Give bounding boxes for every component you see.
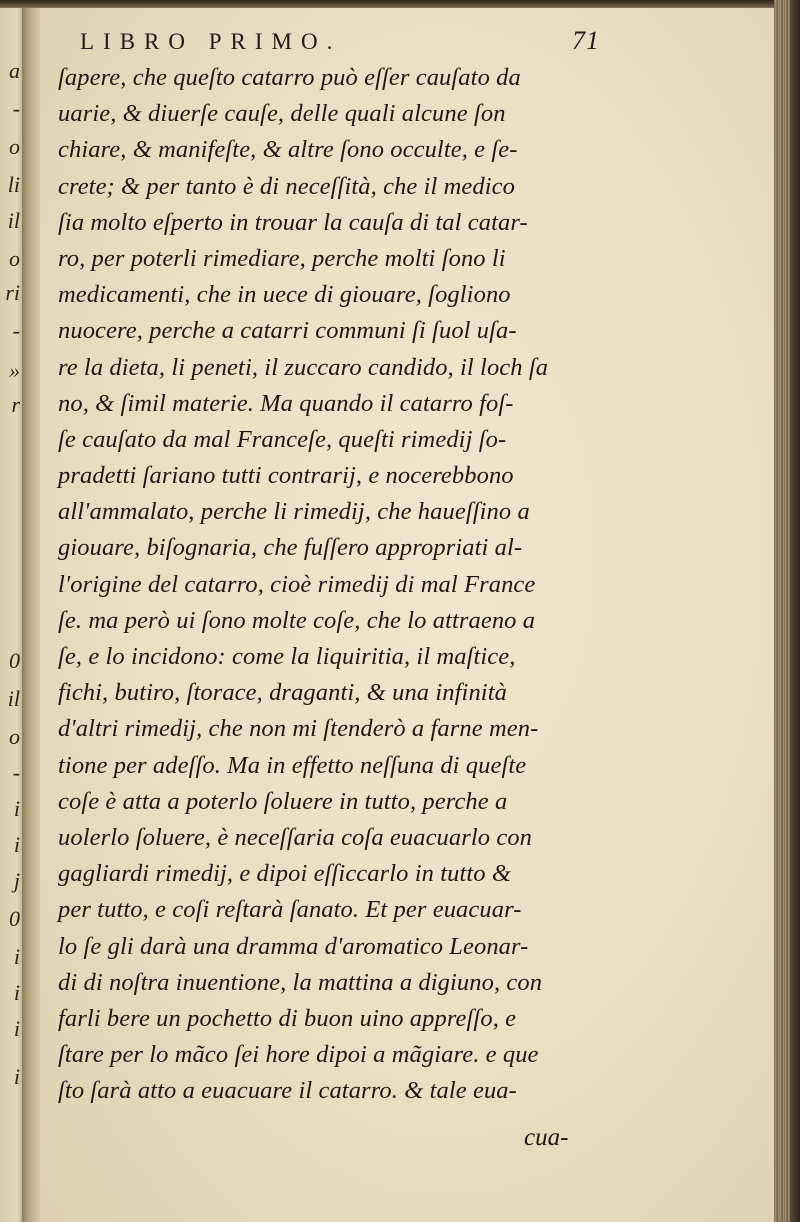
text-line: nuocere, perche a catarri communi ſi ſuol uſa- bbox=[58, 317, 517, 345]
text-line: uarie, & diuerſe cauſe, delle quali alcune ſon bbox=[58, 100, 506, 128]
facing-page-fragment: 0 bbox=[9, 648, 20, 673]
text-line: coſe è atta a poterlo ſoluere in tutto, perche a bbox=[58, 787, 508, 815]
text-line: fichi, butiro, ſtorace, draganti, & una infinità bbox=[58, 679, 507, 707]
facing-page-fragment: - bbox=[12, 96, 20, 121]
facing-page-fragment: j bbox=[13, 868, 20, 893]
facing-page-fragment: r bbox=[11, 392, 20, 417]
facing-page-fragment: i bbox=[13, 832, 20, 857]
facing-page-fragment: i bbox=[13, 944, 20, 969]
facing-page-fragment: i bbox=[13, 1016, 20, 1041]
text-line: all'ammalato, perche li rimedij, che haueſſino a bbox=[58, 498, 530, 526]
facing-page-fragment: il bbox=[7, 686, 20, 711]
text-line: medicamenti, che in uece di giouare, ſogliono bbox=[58, 281, 511, 309]
facing-page-fragment: o bbox=[9, 134, 20, 159]
text-line: per tutto, e coſi reſtarà ſanato. Et per euacuar- bbox=[58, 896, 522, 924]
text-line: lo ſe gli darà una dramma d'aromatico Leonar- bbox=[58, 932, 529, 960]
text-line: re la dieta, li peneti, il zuccaro candido, il loch ſa bbox=[58, 353, 549, 381]
text-line: chiare, & manifeſte, & altre ſono occulte, e ſe- bbox=[58, 136, 518, 164]
facing-page-fragment: ri bbox=[5, 280, 20, 305]
text-line: ſe. ma però ui ſono molte coſe, che lo attraeno a bbox=[58, 606, 536, 634]
text-line: tione per adeſſo. Ma in effetto neſſuna di queſte bbox=[58, 751, 527, 779]
page-number: 71 bbox=[572, 26, 600, 55]
facing-page-fragment: i bbox=[13, 796, 20, 821]
text-line: ſia molto eſperto in trouar la cauſa di tal catar- bbox=[58, 208, 528, 236]
text-line: farli bere un pochetto di buon uino appreſſo, e bbox=[58, 1004, 517, 1032]
text-line: ſapere, che queſto catarro può eſſer cauſato da bbox=[58, 64, 521, 91]
text-line: pradetti ſariano tutti contrarij, e nocerebbono bbox=[58, 462, 514, 490]
text-line: ro, per poterli rimediare, perche molti ſono li bbox=[58, 244, 506, 272]
page-stack-edge bbox=[774, 0, 800, 1222]
text-line: l'origine del catarro, cioè rimedij di mal France bbox=[58, 570, 536, 598]
text-line: ſe cauſato da mal Franceſe, queſti rimedij ſo- bbox=[58, 425, 507, 453]
facing-page-fragment: o bbox=[9, 246, 20, 271]
running-head bbox=[80, 26, 600, 58]
text-line: di di noſtra inuentione, la mattina a digiuno, con bbox=[58, 968, 543, 996]
facing-page-fragment: - bbox=[12, 318, 20, 343]
text-line: no, & ſimil materie. Ma quando il catarro foſ- bbox=[58, 389, 514, 417]
facing-page-fragment: o bbox=[9, 724, 20, 749]
facing-page-fragment: il bbox=[7, 208, 20, 233]
text-line: d'altri rimedij, che non mi ſtenderò a farne men- bbox=[58, 715, 539, 743]
running-title: LIBRO PRIMO. bbox=[80, 29, 342, 54]
text-line: uolerlo ſoluere, è neceſſaria coſa euacuarlo con bbox=[58, 823, 533, 851]
text-line: giouare, biſognaria, che fuſſero appropriati al- bbox=[58, 534, 523, 562]
facing-page-fragment: - bbox=[12, 760, 20, 785]
facing-page-fragment: li bbox=[7, 172, 20, 197]
catchword: cua- bbox=[524, 1124, 569, 1151]
facing-page-fragment: i bbox=[13, 980, 20, 1005]
text-line: gagliardi rimedij, e dipoi eſſiccarlo in tutto & bbox=[58, 860, 512, 888]
facing-page-fragment: » bbox=[9, 358, 20, 383]
facing-page-fragment: a bbox=[9, 58, 20, 83]
gutter-shadow bbox=[22, 8, 40, 1222]
body-text bbox=[58, 60, 632, 1109]
facing-page bbox=[0, 8, 24, 1222]
text-line: ſto ſarà atto a euacuare il catarro. & tale eua- bbox=[58, 1077, 517, 1105]
facing-page-fragment: 0 bbox=[9, 906, 20, 931]
text-line: ſe, e lo incidono: come la liquiritia, il maſtice, bbox=[58, 643, 516, 670]
text-line: crete; & per tanto è di neceſſità, che il medico bbox=[58, 172, 515, 200]
facing-page-fragment: i bbox=[13, 1064, 20, 1089]
text-line: ſtare per lo mãco ſei hore dipoi a mãgiare. e que bbox=[58, 1041, 539, 1069]
